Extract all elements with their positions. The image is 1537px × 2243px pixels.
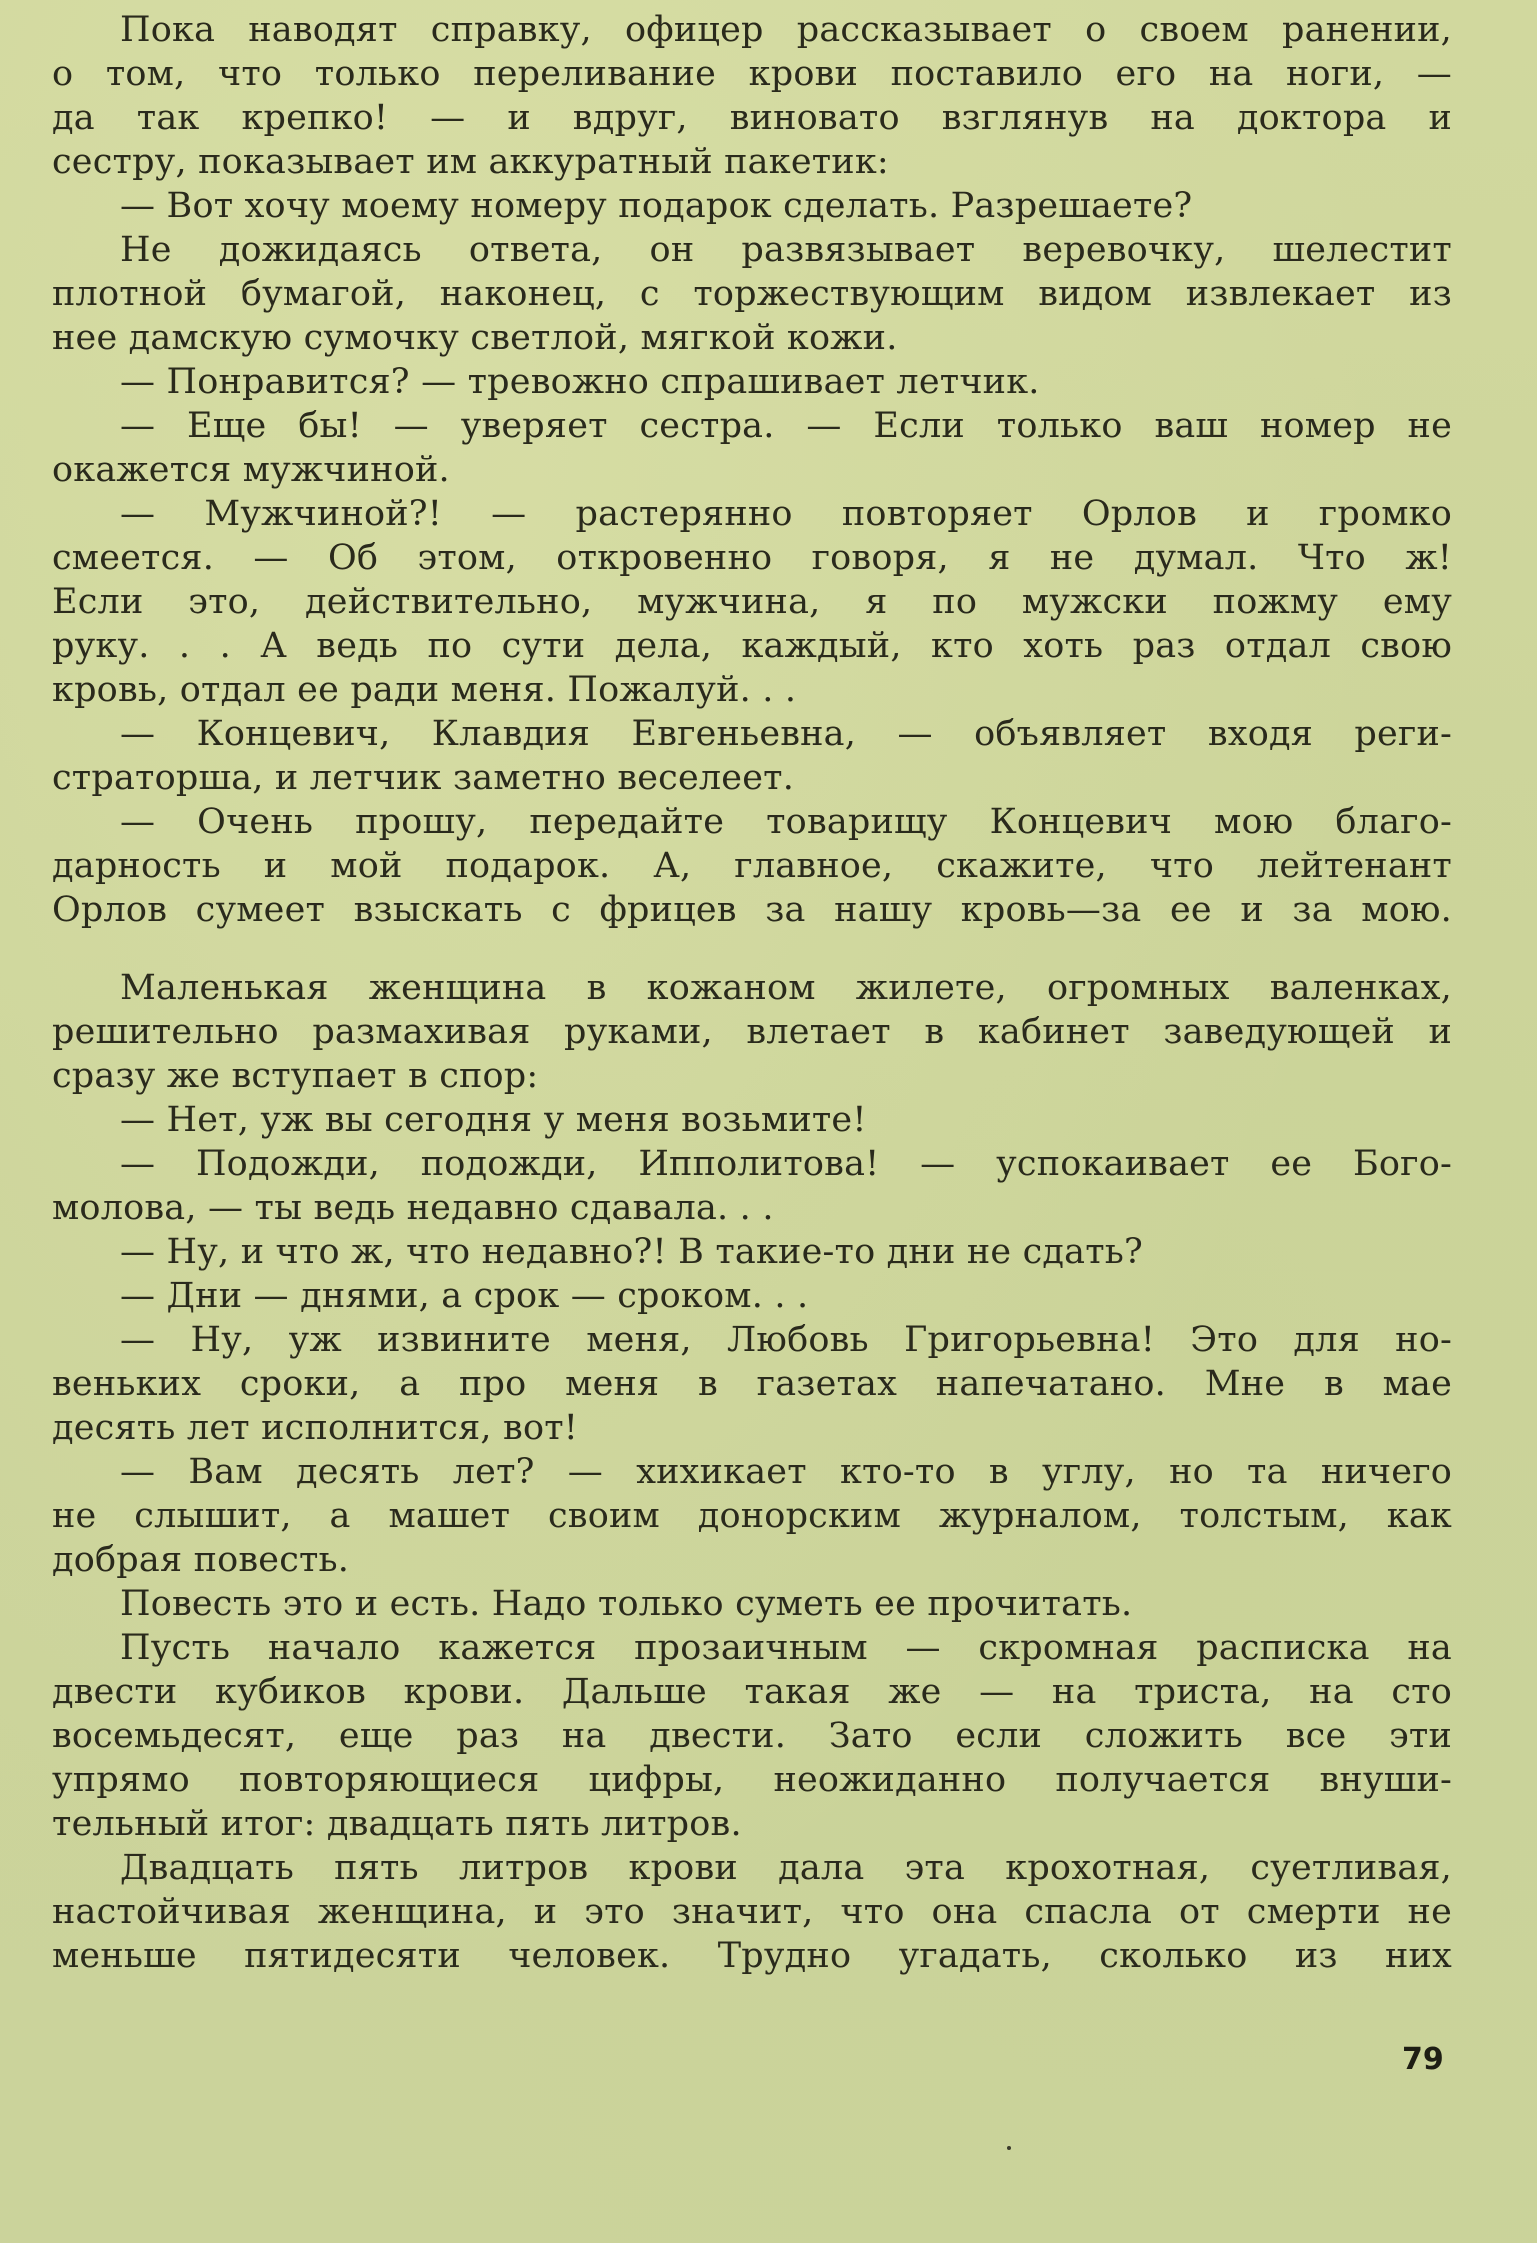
text-line: — Подожди, подожди, Ипполитова! — успокаивает ее Бого- <box>120 1144 1452 1184</box>
text-line: нее дамскую сумочку светлой, мягкой кожи. <box>52 318 898 358</box>
text-line: Орлов сумеет взыскать с фрицев за нашу кровь—за ее и за мою. <box>52 890 1452 930</box>
text-line: молова, — ты ведь недавно сдавала. . . <box>52 1188 774 1228</box>
text-line: руку. . . А ведь по сути дела, каждый, кто хоть раз отдал свою <box>52 626 1452 666</box>
text-line: Не дожидаясь ответа, он развязывает веревочку, шелестит <box>120 230 1452 270</box>
text-line: — Мужчиной?! — растерянно повторяет Орлов и громко <box>120 494 1452 534</box>
text-line: да так крепко! — и вдруг, виновато взглянув на доктора и <box>52 98 1452 138</box>
text-line: Пока наводят справку, офицер рассказывает о своем ранении, <box>120 10 1452 50</box>
text-line: Повесть это и есть. Надо только суметь ее прочитать. <box>120 1584 1133 1624</box>
text-line: — Вот хочу моему номеру подарок сделать. Разрешаете? <box>120 186 1193 226</box>
text-line: меньше пятидесяти человек. Трудно угадать, сколько из них <box>52 1936 1452 1976</box>
text-line: — Дни — днями, а срок — сроком. . . <box>120 1276 809 1316</box>
text-line: упрямо повторяющиеся цифры, неожиданно получается внуши- <box>52 1760 1452 1800</box>
text-line: — Ну, и что ж, что недавно?! В такие-то дни не сдать? <box>120 1232 1143 1272</box>
text-line: — Очень прошу, передайте товарищу Концевич мою благо- <box>120 802 1452 842</box>
text-line: Маленькая женщина в кожаном жилете, огромных валенках, <box>120 968 1452 1008</box>
text-line: тельный итог: двадцать пять литров. <box>52 1804 742 1844</box>
text-line: Двадцать пять литров крови дала эта крохотная, суетливая, <box>120 1848 1452 1888</box>
text-line: не слышит, а машет своим донорским журналом, толстым, как <box>52 1496 1452 1536</box>
text-line: Если это, действительно, мужчина, я по мужски пожму ему <box>52 582 1452 622</box>
print-speck <box>1007 2146 1011 2150</box>
text-line: кровь, отдал ее ради меня. Пожалуй. . . <box>52 670 797 710</box>
text-line: — Еще бы! — уверяет сестра. — Если только ваш номер не <box>120 406 1452 446</box>
text-line: сразу же вступает в спор: <box>52 1056 539 1096</box>
text-line: дарность и мой подарок. А, главное, скажите, что лейтенант <box>52 846 1452 886</box>
book-page <box>52 8 1452 1978</box>
text-line: десять лет исполнится, вот! <box>52 1408 579 1448</box>
text-line: — Вам десять лет? — хихикает кто-то в углу, но та ничего <box>120 1452 1452 1492</box>
section-break <box>52 932 1452 966</box>
page-number: 79 <box>1402 2042 1444 2077</box>
text-line: решительно размахивая руками, влетает в кабинет заведующей и <box>52 1012 1452 1052</box>
text-line: добрая повесть. <box>52 1540 350 1580</box>
text-line: — Концевич, Клавдия Евгеньевна, — объявляет входя реги- <box>120 714 1452 754</box>
text-line: Пусть начало кажется прозаичным — скромная расписка на <box>120 1628 1452 1668</box>
text-line: — Нет, уж вы сегодня у меня возьмите! <box>120 1100 867 1140</box>
text-line: плотной бумагой, наконец, с торжествующим видом извлекает из <box>52 274 1452 314</box>
text-line: веньких сроки, а про меня в газетах напечатано. Мне в мае <box>52 1364 1452 1404</box>
text-line: сестру, показывает им аккуратный пакетик: <box>52 142 889 182</box>
text-line: — Ну, уж извините меня, Любовь Григорьевна! Это для но- <box>120 1320 1452 1360</box>
text-line: о том, что только переливание крови поставило его на ноги, — <box>52 54 1452 94</box>
text-line: настойчивая женщина, и это значит, что она спасла от смерти не <box>52 1892 1452 1932</box>
text-line: двести кубиков крови. Дальше такая же — на триста, на сто <box>52 1672 1452 1712</box>
text-line: страторша, и летчик заметно веселеет. <box>52 758 795 798</box>
text-line: окажется мужчиной. <box>52 450 450 490</box>
text-line: смеется. — Об этом, откровенно говоря, я не думал. Что ж! <box>52 538 1452 578</box>
text-line: — Понравится? — тревожно спрашивает летчик. <box>120 362 1040 402</box>
text-line: восемьдесят, еще раз на двести. Зато если сложить все эти <box>52 1716 1452 1756</box>
